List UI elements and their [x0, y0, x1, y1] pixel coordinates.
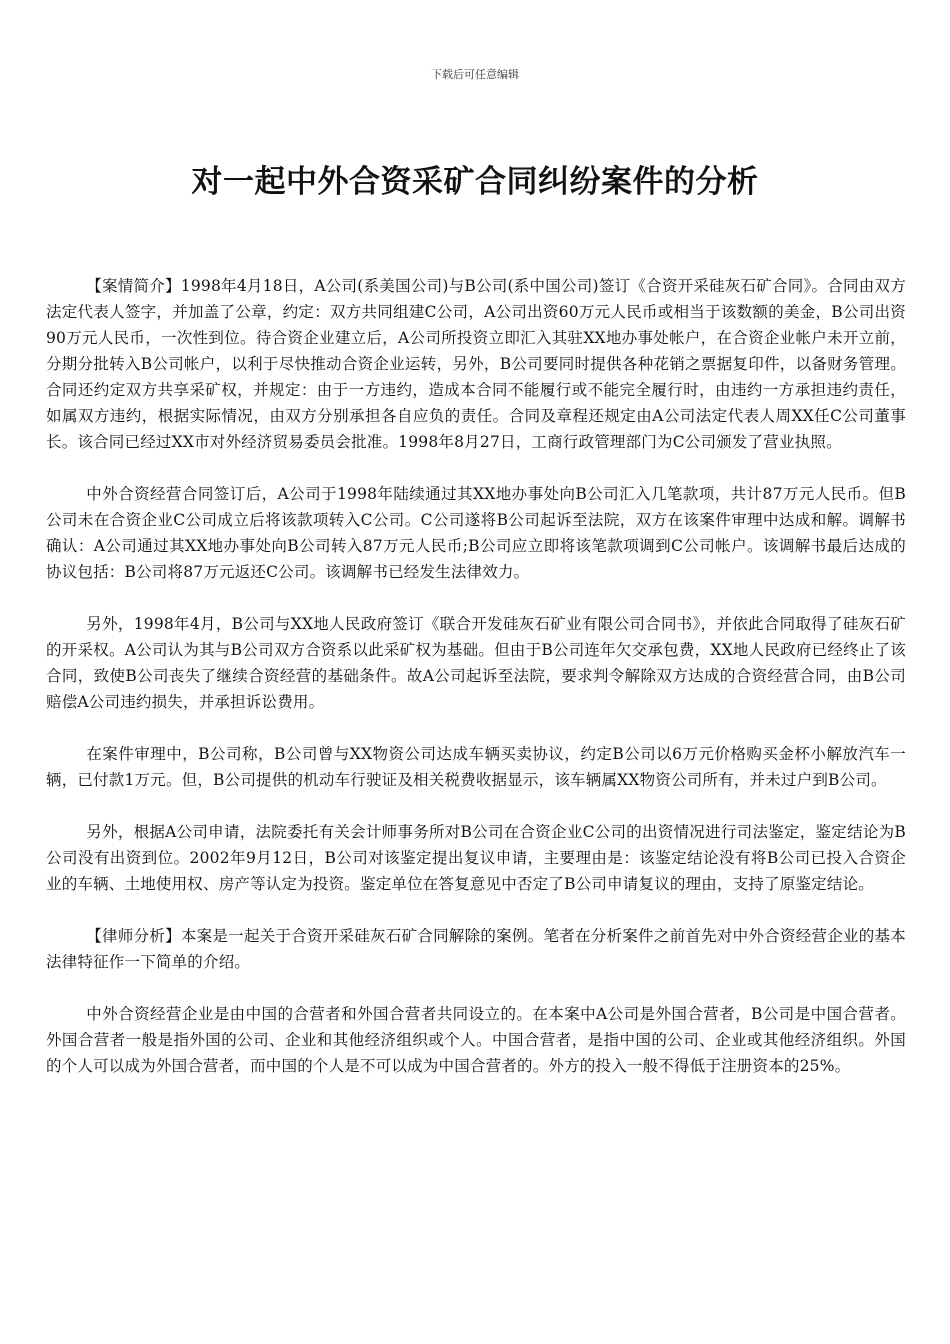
paragraph-jv-definition: 中外合资经营企业是由中国的合营者和外国合营者共同设立的。在本案中A公司是外国合营者，B公司是中国合营者。外国合营者一般是指外国的公司、企业和其他经济组织或个人。中国合营者，是指中国的公司、企业或其他经济组织。外国的个人可以成为外国合营者，而中国的个人是不可以成为中国合营者的。外方的投入一般不得低于注册资本的25%。 — [46, 1005, 906, 1075]
paragraph-appraisal: 另外，根据A公司申请，法院委托有关会计师事务所对B公司在合资企业C公司的出资情况进行司法鉴定，鉴定结论为B公司没有出资到位。2002年9月12日，B公司对该鉴定提出复议申请，主要理由是：该鉴定结论没有将B公司已投入合资企业的车辆、土地使用权、房产等认定为投资。鉴定单位在答复意见中否定了B公司申请复议的理由，支持了原鉴定结论。 — [46, 823, 906, 893]
paragraph-vehicle-claim: 在案件审理中，B公司称，B公司曾与XX物资公司达成车辆买卖协议，约定B公司以6万元价格购买金杯小解放汽车一辆，已付款1万元。但，B公司提供的机动车行驶证及相关税费收据显示，该车辆属XX物资公司所有，并未过户到B公司。 — [46, 745, 906, 789]
paragraph-lawyer-analysis: 【律师分析】本案是一起关于合资开采硅灰石矿合同解除的案例。笔者在分析案件之前首先对中外合资经营企业的基本法律特征作一下简单的介绍。 — [46, 927, 906, 971]
paragraph-mining-right: 另外，1998年4月，B公司与XX地人民政府签订《联合开发硅灰石矿业有限公司合同书》，并依此合同取得了硅灰石矿的开采权。A公司认为其与B公司双方合资系以此采矿权为基础。但由于B公司连年欠交承包费，XX地人民政府已经终止了该合同，致使B公司丧失了继续合资经营的基础条件。故A公司起诉至法院，要求判令解除双方达成的合资经营合同，由B公司赔偿A公司违约损失，并承担诉讼费用。 — [46, 615, 906, 711]
document-title: 对一起中外合资采矿合同纠纷案件的分析 — [191, 164, 759, 200]
paragraph-case-summary: 【案情简介】1998年4月18日，A公司(系美国公司)与B公司(系中国公司)签订《合资开采硅灰石矿合同》。合同由双方法定代表人签字，并加盖了公章，约定：双方共同组建C公司，A公司出资60万元人民币或相当于该数额的美金，B公司出资90万元人民币，一次性到位。待合资企业建立后，A公司所投资立即汇入其驻XX地办事处帐户，在合资企业帐户未开立前，分期分批转入B公司帐户，以利于尽快推动合资企业运转，另外，B公司要同时提供各种花销之票据复印件，以备财务管理。合同还约定双方共享采矿权，并规定：由于一方违约，造成本合同不能履行或不能完全履行时，由违约一方承担违约责任，如属双方违约，根据实际情况，由双方分别承担各自应负的责任。合同及章程还规定由A公司法定代表人周XX任C公司董事长。该合同已经过XX市对外经济贸易委员会批准。1998年8月27日，工商行政管理部门为C公司颁发了营业执照。 — [46, 277, 906, 451]
paragraph-contract-execution: 中外合资经营合同签订后，A公司于1998年陆续通过其XX地办事处向B公司汇入几笔款项，共计87万元人民币。但B公司未在合资企业C公司成立后将该款项转入C公司。C公司遂将B公司起诉至法院，双方在该案件审理中达成和解。调解书确认：A公司通过其XX地办事处向B公司转入87万元人民币;B公司应立即将该笔款项调到C公司帐户。该调解书最后达成的协议包括：B公司将87万元返还C公司。该调解书已经发生法律效力。 — [46, 485, 906, 581]
header-note: 下载后可任意编辑 — [431, 68, 519, 81]
document-body — [46, 273, 906, 1105]
